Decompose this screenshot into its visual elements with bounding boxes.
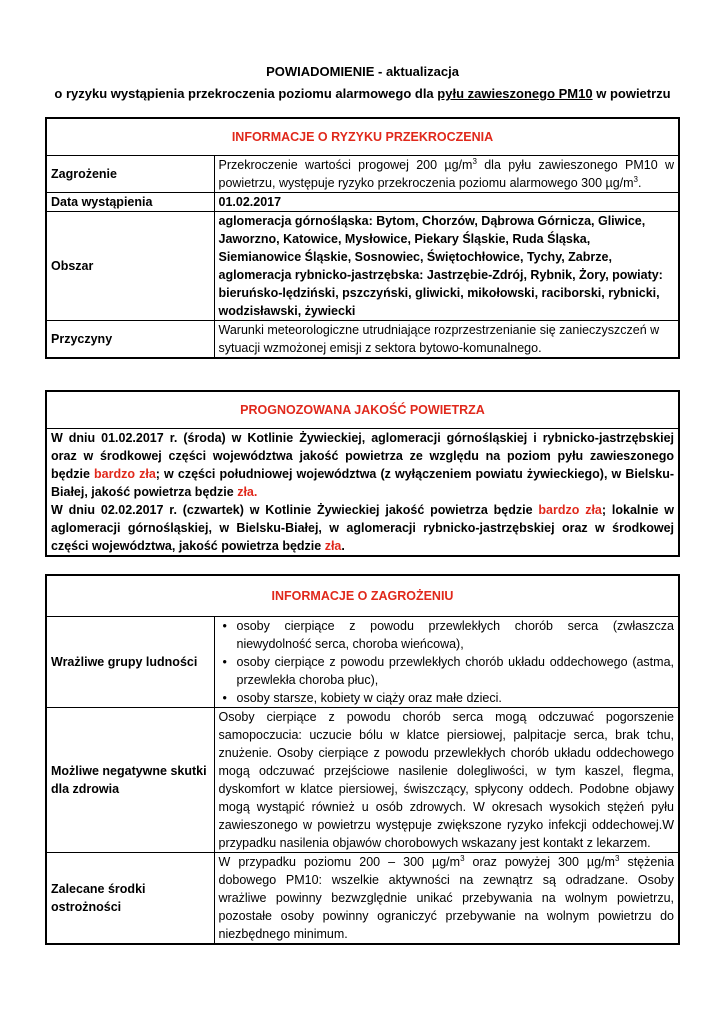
precautions-label: Zalecane środki ostrożności: [46, 853, 214, 945]
date-value: 01.02.2017: [214, 193, 679, 212]
threat-label: Zagrożenie: [46, 156, 214, 193]
threat-text-2: dla pyłu zawieszonego PM10 w powietrzu, występuje ryzyko przekroczenia poziomu alarmowego 300 µg/m: [218, 158, 675, 190]
threat-sup-2: 3: [633, 174, 638, 184]
forecast-paragraph-2: [51, 501, 674, 555]
risk-info-table: [45, 117, 680, 359]
p1-b: ; w części południowej województwa (z wyłączeniem powiatu żywieckiego), w Bielsku-Białej, jakość powietrza będzie: [51, 467, 675, 499]
p2-red-2: zła: [324, 539, 342, 553]
list-item: • osoby starsze, kobiety w ciąży oraz małe dzieci.: [237, 689, 675, 707]
precautions-value: [214, 853, 679, 945]
threat-sup: 3: [472, 156, 477, 166]
groups-list: [219, 617, 675, 707]
area-label: Obszar: [46, 212, 214, 321]
effects-label: Możliwe negatywne skutki dla zdrowia: [46, 708, 214, 853]
list-item: • osoby cierpiące z powodu przewlekłych chorób układu oddechowego (astma, przewlekła choroba płuc),: [237, 653, 675, 689]
p2-c: .: [341, 539, 345, 553]
groups-value: [214, 617, 679, 708]
hazard-info-table: [45, 574, 680, 945]
prec-2: oraz powyżej 300 µg/m: [464, 855, 615, 869]
list-item: • osoby cierpiące z powodu przewlekłych chorób serca (zwłaszcza niewydolność serca, choroba wieńcowa),: [237, 617, 675, 653]
prec-sup-2: 3: [614, 853, 620, 863]
date-label: Data wystąpienia: [46, 193, 214, 212]
risk-info-heading: INFORMACJE O RYZYKU PRZEKROCZENIA: [46, 118, 679, 156]
subtitle-pre: o ryzyku wystąpienia przekroczenia poziomu alarmowego dla: [54, 86, 438, 101]
forecast-heading: PROGNOZOWANA JAKOŚĆ POWIETRZA: [46, 391, 679, 429]
p2-a: W dniu 02.02.2017 r. (czwartek) w Kotlinie Żywieckiej jakość powietrza będzie: [51, 503, 539, 517]
document-title: POWIADOMIENIE - aktualizacja: [266, 64, 459, 79]
forecast-table: [45, 390, 680, 557]
threat-text-3: .: [637, 176, 642, 190]
p2-red-1: bardzo zła: [538, 503, 602, 517]
p1-a: W dniu 01.02.2017 r. (środa) w Kotlinie Żywieckiej, aglomeracji górnośląskiej i rybnicko-jastrzębskiej oraz w środkowej części województwa jakość powietrza ze względu na poziom pyłu zawieszonego będzie: [51, 431, 674, 481]
document-subtitle: [0, 86, 725, 102]
p1-red-1: bardzo zła: [94, 467, 156, 481]
threat-text-1: Przekroczenie wartości progowej 200 µg/m: [218, 158, 473, 172]
p1-red-2: zła.: [237, 485, 258, 499]
cause-value: Warunki meteorologiczne utrudniające rozprzestrzenianie się zanieczyszczeń w sytuacji wzmożonej emisji z sektora bytowo-komunalnego.: [214, 321, 679, 359]
groups-label: Wrażliwe grupy ludności: [46, 617, 214, 708]
hazard-info-heading: INFORMACJE O ZAGROŻENIU: [46, 575, 679, 617]
cause-label: Przyczyny: [46, 321, 214, 359]
area-value: aglomeracja górnośląska: Bytom, Chorzów, Dąbrowa Górnicza, Gliwice, Jaworzno, Katowice, Mysłowice, Piekary Śląskie, Ruda Śląska, Siemianowice Śląskie, Sosnowiec, Świętochłowice, Tychy, Zabrze, aglomeracja rybnicko-jastrzębska: Jastrzębie-Zdrój, Rybnik, Żory, powiaty: bieruńsko-lędziński, pszczyński, gliwicki, mikołowski, raciborski, rybnicki, wodzisławski, żywiecki: [214, 212, 679, 321]
threat-value: [214, 156, 679, 193]
prec-sup-1: 3: [460, 853, 465, 863]
subtitle-post: w powietrzu: [592, 86, 671, 101]
prec-1: W przypadku poziomu 200 – 300 µg/m: [218, 855, 461, 869]
forecast-text: [46, 429, 679, 557]
p2-b: ; lokalnie w aglomeracji górnośląskiej, w Bielsku-Białej, w aglomeracji rybnicko-jastrzębskiej oraz w środkowej części województwa, jakość powietrza będzie: [51, 503, 674, 553]
forecast-paragraph-1: [51, 429, 674, 501]
effects-value: Osoby cierpiące z powodu chorób serca mogą odczuwać pogorszenie samopoczucia: uczucie bólu w klatce piersiowej, palpitacje serca, brak tchu, znużenie. Osoby cierpiące z powodu przewlekłych chorób układu oddechowego mogą odczuwać przejściowe nasilenie dolegliwości, w tym kaszel, flegma, dyskomfort w klatce piersiowej, świszczący, spłycony oddech. Podobne objawy mogą wystąpić również u osób zdrowych. W okresach wysokich stężeń pyłu zawieszonego w powietrzu występuje zwiększone ryzyko infekcji oddechowej.W przypadku nasilenia objawów chorobowych wskazany jest kontakt z lekarzem.: [214, 708, 679, 853]
subtitle-underlined: pyłu zawieszonego PM10: [437, 86, 593, 101]
prec-3: stężenia dobowego PM10: wszelkie aktywności na zewnątrz są odradzane. Osoby wrażliwe powinny bezwzględnie unikać przebywania na wolnym powietrzu, pozostałe osoby powinny ograniczyć przebywanie na wolnym powietrzu do niezbędnego minimum.: [218, 855, 675, 941]
